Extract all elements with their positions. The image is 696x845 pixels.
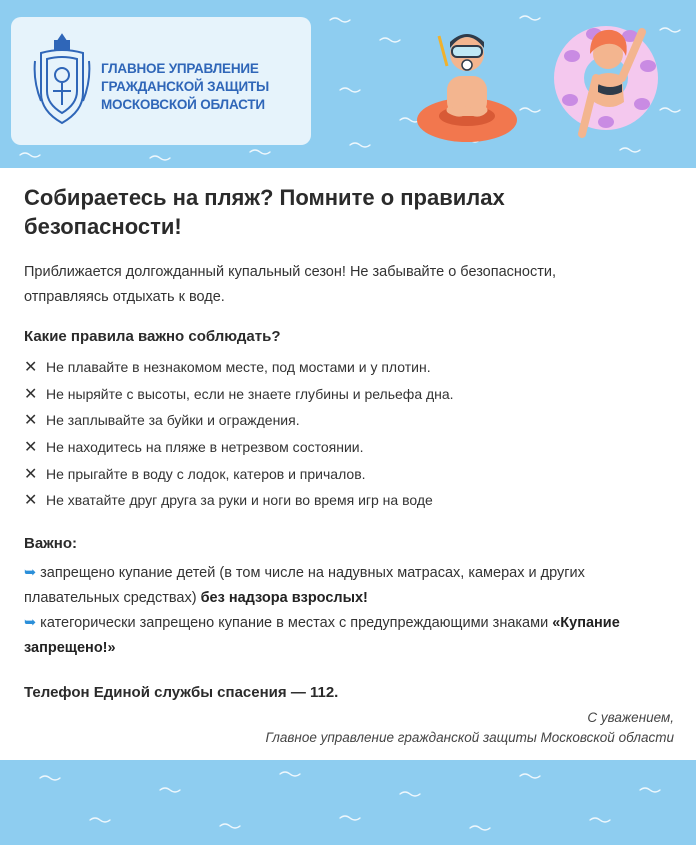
- arrow-right-icon: ➥: [24, 615, 37, 631]
- important-heading: Важно:: [24, 535, 78, 552]
- footer-banner: [0, 760, 696, 845]
- rule-text: Не прыгайте в воду с лодок, катеров и причалов.: [46, 465, 366, 482]
- logo-card: [11, 17, 311, 145]
- rescue-phone: Телефон Единой службы спасения — 112.: [24, 684, 339, 701]
- header-banner: [0, 0, 696, 168]
- list-item: [24, 381, 664, 408]
- important-bold: «Купание запрещено!»: [24, 615, 620, 656]
- cross-icon: ✕: [24, 359, 38, 377]
- signature-greeting: С уважением,: [587, 710, 674, 725]
- rule-text: Не находитесь на пляже в нетрезвом состоянии.: [46, 439, 364, 456]
- cross-icon: ✕: [24, 439, 38, 457]
- signature-org: Главное управление гражданской защиты Московской области: [265, 730, 674, 745]
- cross-icon: ✕: [24, 412, 38, 430]
- cross-icon: ✕: [24, 492, 38, 510]
- list-item: [24, 434, 664, 461]
- cross-icon: ✕: [24, 385, 38, 403]
- list-item: [24, 407, 664, 434]
- coat-of-arms-icon: [33, 31, 91, 131]
- list-item: [24, 460, 664, 487]
- arrow-right-icon: ➥: [24, 565, 37, 581]
- important-text: категорически запрещено купание в местах с предупреждающими знаками: [40, 615, 553, 631]
- swimmer-girl-illustration: [550, 18, 665, 143]
- rules-list: [24, 354, 664, 514]
- rule-text: Не хватайте друг друга за руки и ноги во время игр на воде: [46, 492, 433, 509]
- important-bold: без надзора взрослых!: [200, 590, 368, 606]
- rule-text: Не ныряйте с высоты, если не знаете глубины и рельефа дна.: [46, 385, 454, 402]
- important-item-children: [24, 561, 674, 611]
- rule-text: Не заплывайте за буйки и ограждения.: [46, 412, 300, 429]
- waves-pattern: [0, 760, 696, 845]
- rules-heading: Какие правила важно соблюдать?: [24, 328, 281, 345]
- org-name-line-2: ГРАЖДАНСКОЙ ЗАЩИТЫ: [101, 79, 270, 94]
- org-name: [101, 60, 306, 114]
- org-name-line-3: МОСКОВСКОЙ ОБЛАСТИ: [101, 97, 265, 112]
- list-item: [24, 487, 664, 514]
- page-title: Собираетесь на пляж? Помните о правилах безопасности!: [24, 185, 505, 239]
- list-item: [24, 354, 664, 381]
- intro-text: Приближается долгожданный купальный сезон! Не забывайте о безопасности, отправляясь отдыхать к воде.: [24, 264, 557, 305]
- article-card: [0, 168, 696, 760]
- rule-text: Не плавайте в незнакомом месте, под мостами и у плотин.: [46, 359, 431, 376]
- important-text: запрещено купание детей (в том числе на надувных матрасах, камерах и других плавательных средствах): [24, 565, 585, 606]
- cross-icon: ✕: [24, 465, 38, 483]
- org-name-line-1: ГЛАВНОЕ УПРАВЛЕНИЕ: [101, 61, 259, 76]
- swimmer-boy-illustration: [412, 18, 522, 148]
- important-item-signs: [24, 611, 674, 661]
